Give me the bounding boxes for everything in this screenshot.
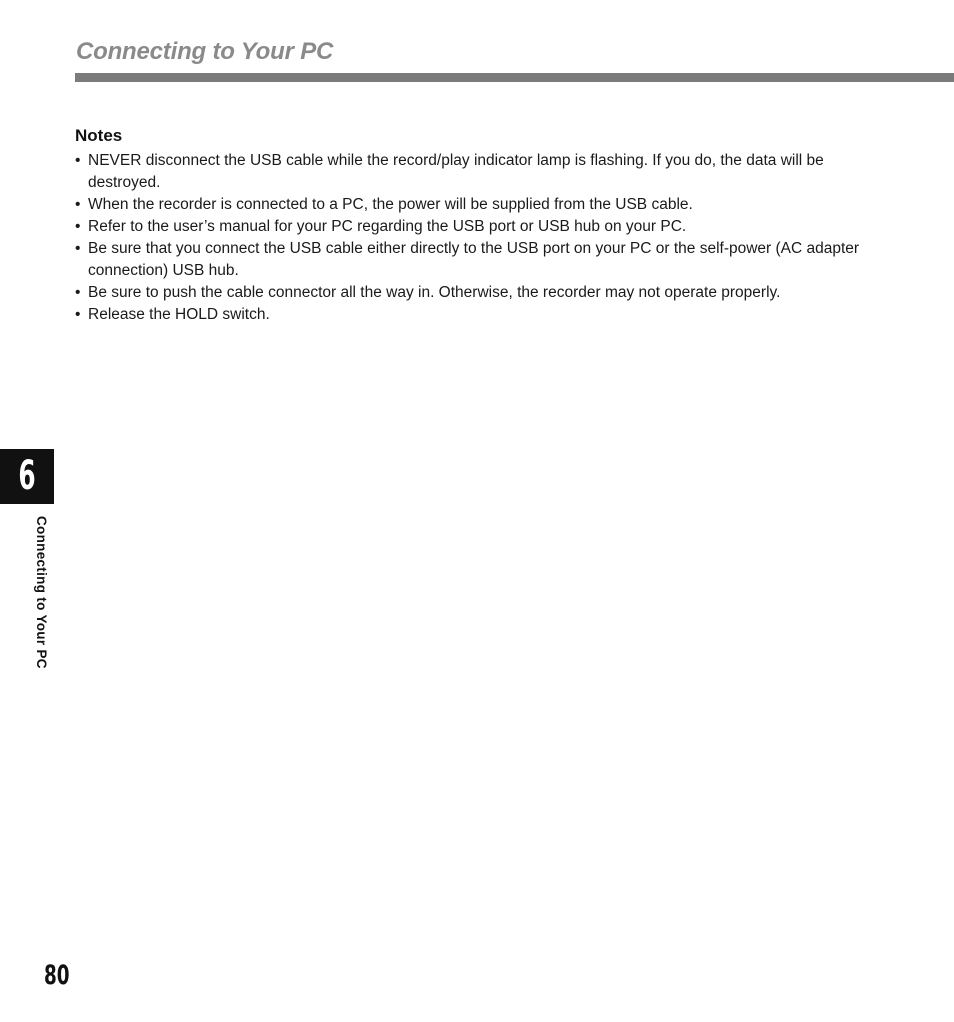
bullet-icon: • [75,152,81,169]
bullet-icon: • [75,284,81,301]
page-header-title: Connecting to Your PC [76,38,334,65]
notes-list [75,150,885,326]
note-item [75,238,885,282]
note-item [75,150,885,194]
bullet-icon: • [75,196,81,213]
note-item [75,282,885,304]
note-item [75,216,885,238]
bullet-icon: • [75,240,81,257]
chapter-side-label: Connecting to Your PC [34,516,49,669]
note-text: Be sure that you connect the USB cable either directly to the USB port on your PC or the self-power (AC adapter connection) USB hub. [88,240,860,279]
bullet-icon: • [75,218,81,235]
chapter-tab [0,449,54,504]
note-item [75,304,885,326]
bullet-icon: • [75,306,81,323]
note-item [75,194,885,216]
chapter-number: 6 [18,453,36,499]
note-text: Refer to the user’s manual for your PC regarding the USB port or USB hub on your PC. [88,218,687,235]
notes-heading: Notes [75,126,123,145]
note-text: Be sure to push the cable connector all the way in. Otherwise, the recorder may not operate properly. [88,284,781,301]
header-rule [75,73,954,82]
note-text: NEVER disconnect the USB cable while the record/play indicator lamp is flashing. If you do, the data will be destroyed. [88,152,824,191]
note-text: Release the HOLD switch. [88,306,270,323]
note-text: When the recorder is connected to a PC, the power will be supplied from the USB cable. [88,196,693,213]
page-number: 80 [44,960,70,991]
